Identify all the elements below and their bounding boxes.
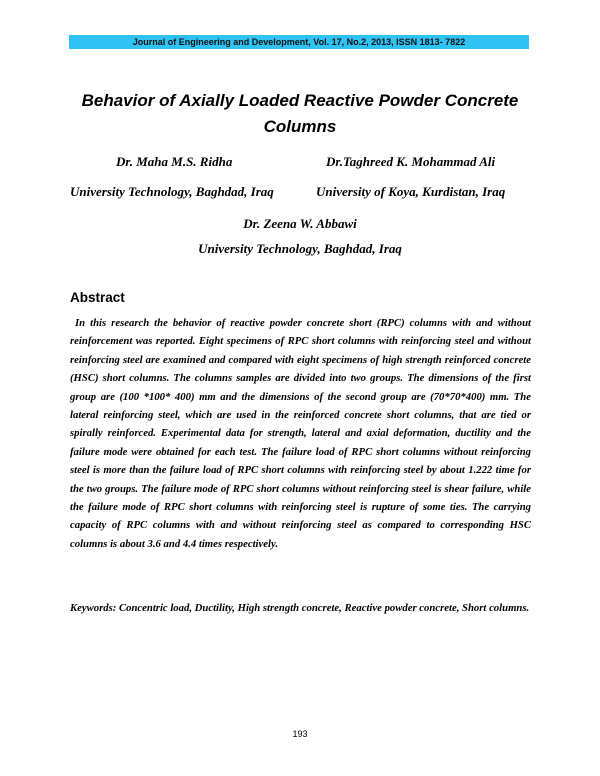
author-name-3: Dr. Zeena W. Abbawi [243,216,357,231]
author-name-2: Dr.Taghreed K. Mohammad Ali [326,154,496,169]
author-name-1: Dr. Maha M.S. Ridha [116,154,233,169]
paper-title: Behavior of Axially Loaded Reactive Powder Concrete Columns [81,91,519,136]
keywords: Keywords: Concentric load, Ductility, High strength concrete, Reactive powder concrete, Short columns. [70,602,530,614]
author-affiliation-1: University Technology, Baghdad, Iraq [70,184,274,199]
abstract-body [70,314,531,553]
author-affiliation-3: University Technology, Baghdad, Iraq [198,241,402,256]
journal-header-bar [69,35,529,49]
journal-citation: Journal of Engineering and Development, Vol. 17, No.2, 2013, ISSN 1813- 7822 [132,37,466,47]
author-affiliation-2: University of Koya, Kurdistan, Iraq [316,184,506,199]
page-number: 193 [292,729,308,739]
abstract-heading: Abstract [70,290,125,305]
abstract-text: In this research the behavior of reactive powder concrete short (RPC) columns with and without reinforcement was reported. Eight specimens of RPC short columns with reinforcing steel and without reinforcing steel are examined and compared with eight specimens of high strength reinforced concrete (HSC) short columns. The columns samples are divided into two groups. The dimensions of the first group are (100 *100* 400) mm and the dimensions of the second group are (70*70*400) mm. The lateral reinforcing steel, which are used in the reinforced concrete short columns, that are tied or spirally reinforced. Experimental data for strength, lateral and axial deformation, ductility and the failure mode were obtained for each test. The failure load of RPC short columns without reinforcing steel is more than the failure load of RPC short columns with reinforcing steel by about 1.222 time for the two groups. The failure mode of RPC short columns without reinforcing steel is shear failure, while the failure mode of RPC short columns with reinforcing steel is rupture of some ties. The carrying capacity of RPC columns with and without reinforcing steel as compared to corresponding HSC columns is about 3.6 and 4.4 times respectively. [70,317,532,550]
